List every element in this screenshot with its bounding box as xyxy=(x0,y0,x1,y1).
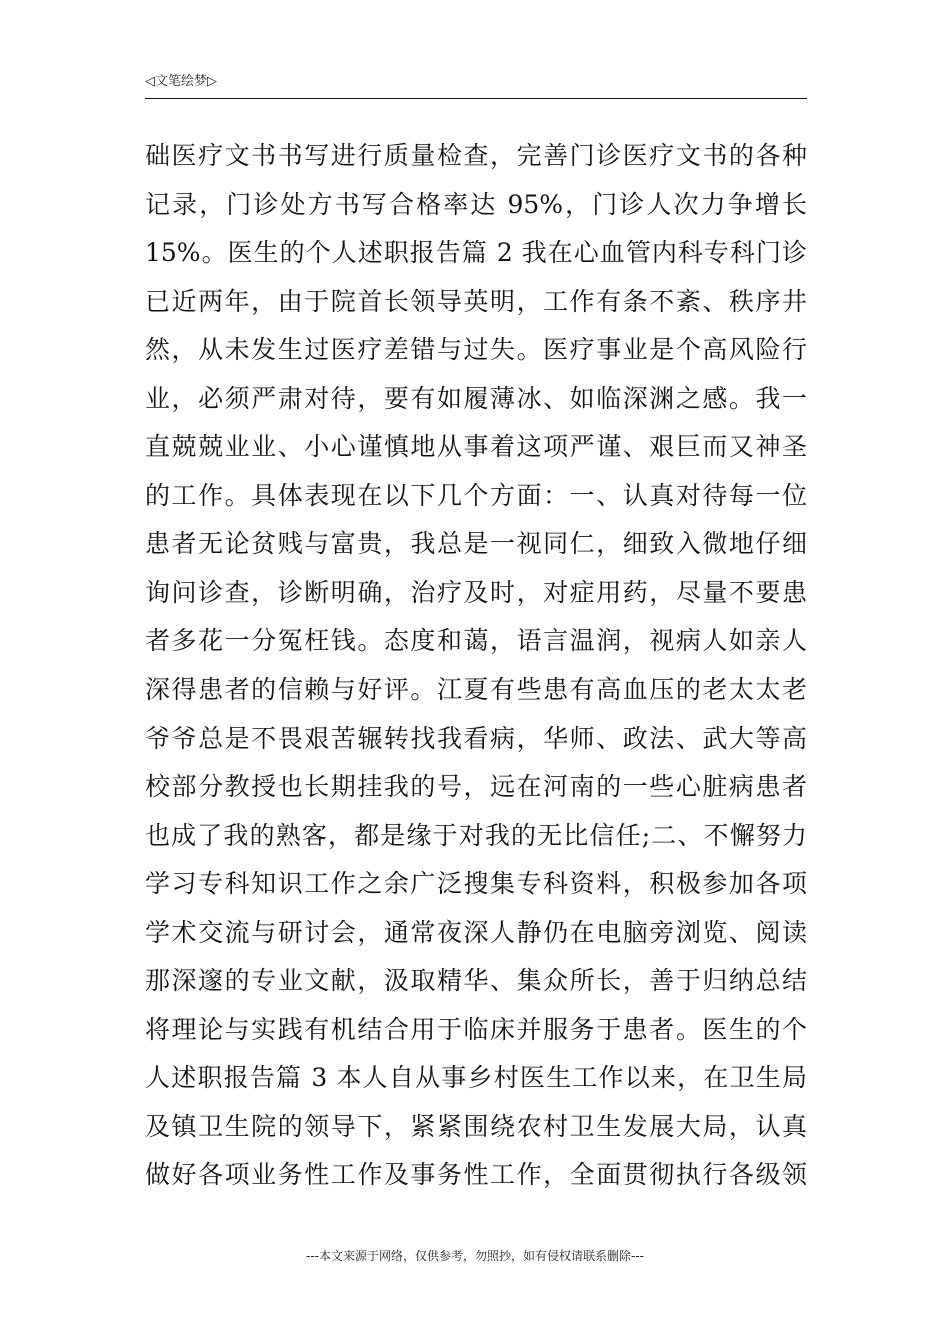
text-line: 直兢兢业业、小心谨慎地从事着这项严谨、艰巨而又神圣 xyxy=(145,432,807,462)
text-line: 记录，门诊处方书写合格率达 95%，门诊人次力争增长 xyxy=(145,189,807,219)
text-line: 校部分教授也长期挂我的号，远在河南的一些心脏病患者 xyxy=(145,772,807,802)
text-line: 15%。医生的个人述职报告篇 2 我在心血管内科专科门诊 xyxy=(145,238,807,268)
text-line: 询问诊查，诊断明确，治疗及时，对症用药，尽量不要患 xyxy=(145,577,807,607)
text-line: 爷爷总是不畏艰苦辗转找我看病，华师、政法、武大等高 xyxy=(145,723,807,753)
document-body xyxy=(145,132,807,1200)
text-line: 那深邃的专业文献，汲取精华、集众所长，善于归纳总结 xyxy=(145,966,807,996)
page-footer-notice: ---本文来源于网络，仅供参考，勿照抄，如有侵权请联系删除--- xyxy=(306,1249,644,1263)
page-header xyxy=(145,72,807,99)
text-line: 学术交流与研讨会，通常夜深人静仍在电脑旁浏览、阅读 xyxy=(145,917,807,947)
text-line: 业，必须严肃对待，要有如履薄冰、如临深渊之感。我一 xyxy=(145,383,807,413)
text-line: 人述职报告篇 3 本人自从事乡村医生工作以来，在卫生局 xyxy=(145,1063,807,1093)
text-line: 础医疗文书书写进行质量检查，完善门诊医疗文书的各种 xyxy=(145,141,807,170)
header-brand: ◁文笔绘梦▷ xyxy=(145,74,217,89)
text-line: 患者无论贫贱与富贵，我总是一视同仁，细致入微地仔细 xyxy=(145,529,807,559)
text-line: 的工作。具体表现在以下几个方面：一、认真对待每一位 xyxy=(145,480,807,510)
text-line: 学习专科知识工作之余广泛搜集专科资料，积极参加各项 xyxy=(145,869,807,899)
text-line: 也成了我的熟客，都是缘于对我的无比信任;二、不懈努力 xyxy=(145,820,807,850)
text-line: 做好各项业务性工作及事务性工作，全面贯彻执行各级领 xyxy=(145,1160,807,1190)
text-line: 然，从未发生过医疗差错与过失。医疗事业是个高风险行 xyxy=(145,335,807,365)
text-line: 者多花一分冤枉钱。态度和蔼，语言温润，视病人如亲人 xyxy=(145,626,807,656)
text-line: 深得患者的信赖与好评。江夏有些患有高血压的老太太老 xyxy=(145,675,807,705)
text-line: 及镇卫生院的领导下，紧紧围绕农村卫生发展大局，认真 xyxy=(145,1111,807,1141)
text-line: 将理论与实践有机结合用于临床并服务于患者。医生的个 xyxy=(145,1014,807,1044)
text-line: 已近两年，由于院首长领导英明，工作有条不紊、秩序井 xyxy=(145,286,807,316)
